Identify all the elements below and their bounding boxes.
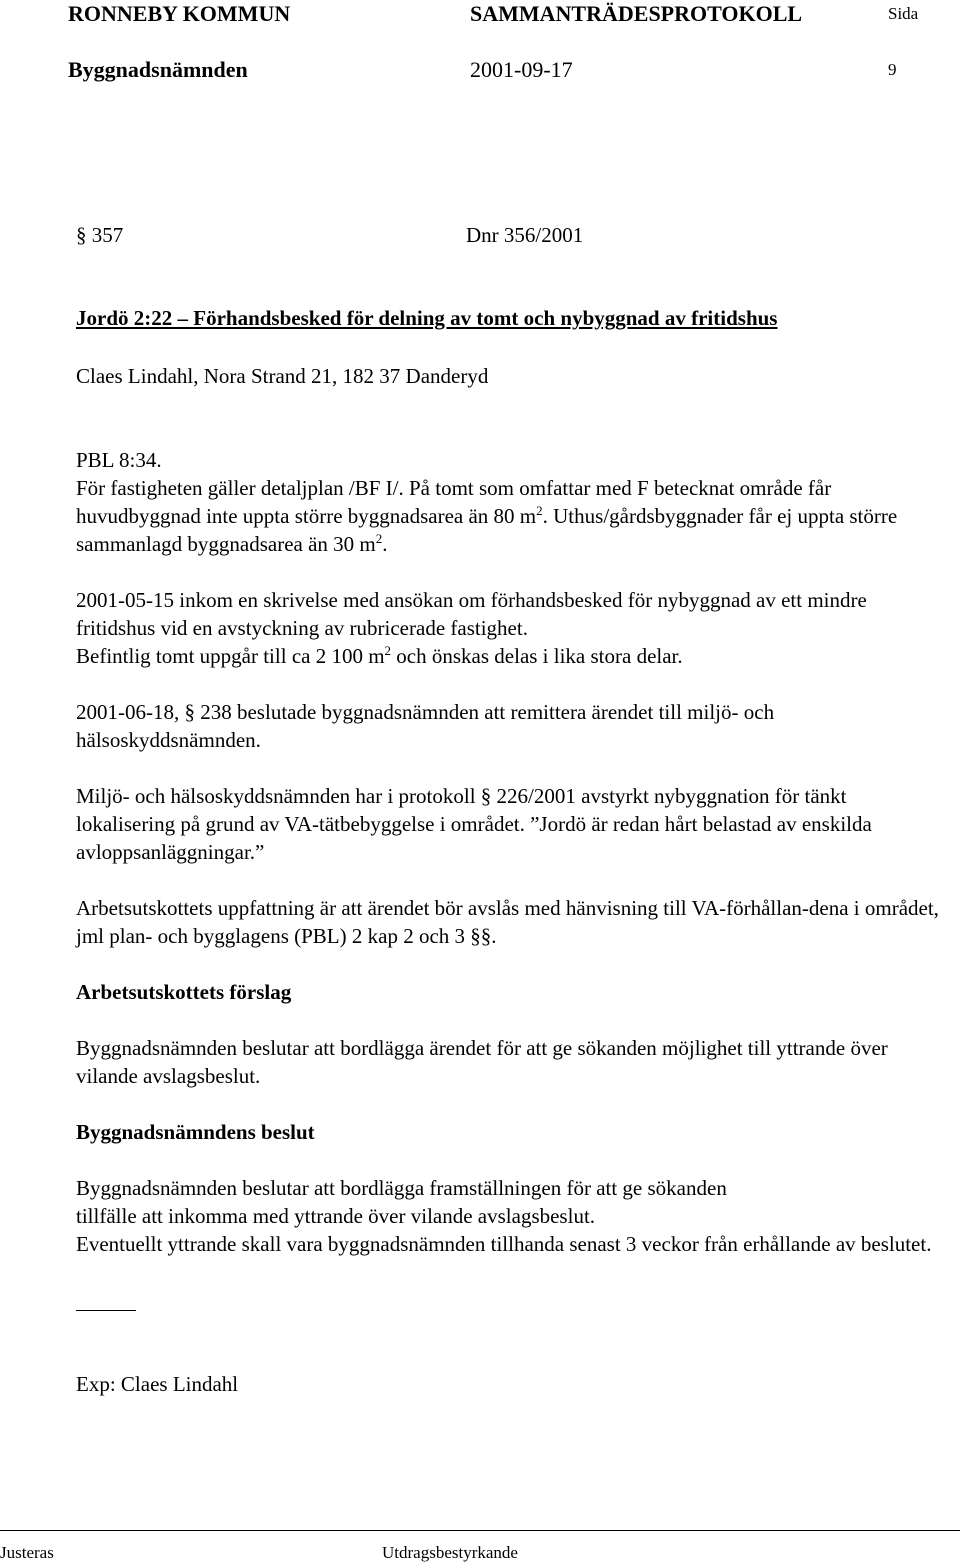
paragraph-number: § 357 xyxy=(76,223,124,247)
application-paragraph: 2001-05-15 inkom en skrivelse med ansökan om förhandsbesked för nybyggnad av ett mindre fritidshus vid en avstyckning av rubricerade fastighet. xyxy=(76,588,867,640)
document-type: SAMMANTRÄDESPROTOKOLL xyxy=(470,1,803,26)
page-label: Sida xyxy=(888,4,919,23)
org-name: RONNEBY KOMMUN xyxy=(68,1,291,26)
footer-utdragsbestyrkande: Utdragsbestyrkande xyxy=(382,1543,518,1562)
committee-opinion-paragraph: Arbetsutskottets uppfattning är att ärendet bör avslås med hänvisning till VA-förhållan-dena i området, jml plan- och bygglagens (PBL) 2 kap 2 och 3 §§. xyxy=(76,896,939,948)
meeting-date: 2001-09-17 xyxy=(470,57,573,82)
separator-rule xyxy=(76,1310,136,1311)
committee-name: Byggnadsnämnden xyxy=(68,57,248,82)
decision-heading: Byggnadsnämndens beslut xyxy=(76,1120,315,1144)
page-number: 9 xyxy=(888,60,897,79)
plot-size-line: Befintlig tomt uppgår till ca 2 100 $m^2$ och önskas delas i lika stora delar. xyxy=(76,643,683,668)
environment-paragraph: Miljö- och hälsoskyddsnämnden har i protokoll § 226/2001 avstyrkt nybyggnation för tänkt lokalisering på grund av VA-tätbebyggelse i området. ”Jordö är redan hårt belastad av enskilda avloppsanläggningar.” xyxy=(76,784,872,864)
proposal-text: Byggnadsnämnden beslutar att bordlägga ärendet för att ge sökanden möjlighet till yttrande över vilande avslagsbeslut. xyxy=(76,1036,888,1088)
pbl-paragraph: För fastigheten gäller detaljplan /BF I/. På tomt som omfattar med F betecknat område får huvudbyggnad inte uppta större byggnadsarea än 80 $m^2$. Uthus/gårdsbyggnader får ej uppta större sammanlagd byggnadsarea än 30 $m^2$. xyxy=(76,476,898,556)
pbl-reference: PBL 8:34. xyxy=(76,448,162,472)
footer-rule xyxy=(0,1530,960,1531)
decision-line-3: Eventuellt yttrande skall vara byggnadsnämnden tillhanda senast 3 veckor från erhållande av beslutet. xyxy=(76,1232,932,1256)
decision-line-1: Byggnadsnämnden beslutar att bordlägga framställningen för att ge sökanden xyxy=(76,1176,727,1200)
proposal-heading: Arbetsutskottets förslag xyxy=(76,980,292,1004)
applicant: Claes Lindahl, Nora Strand 21, 182 37 Danderyd xyxy=(76,364,489,388)
decision-line-2: tillfälle att inkomma med yttrande över vilande avslagsbeslut. xyxy=(76,1204,596,1228)
expedition: Exp: Claes Lindahl xyxy=(76,1372,239,1396)
dnr: Dnr 356/2001 xyxy=(466,223,584,247)
referral-paragraph: 2001-06-18, § 238 beslutade byggnadsnämnden att remittera ärendet till miljö- och hälsoskyddsnämnden. xyxy=(76,700,775,752)
footer-justeras: Justeras xyxy=(0,1543,54,1562)
case-title: Jordö 2:22 – Förhandsbesked för delning av tomt och nybyggnad av fritidshus xyxy=(76,306,778,330)
